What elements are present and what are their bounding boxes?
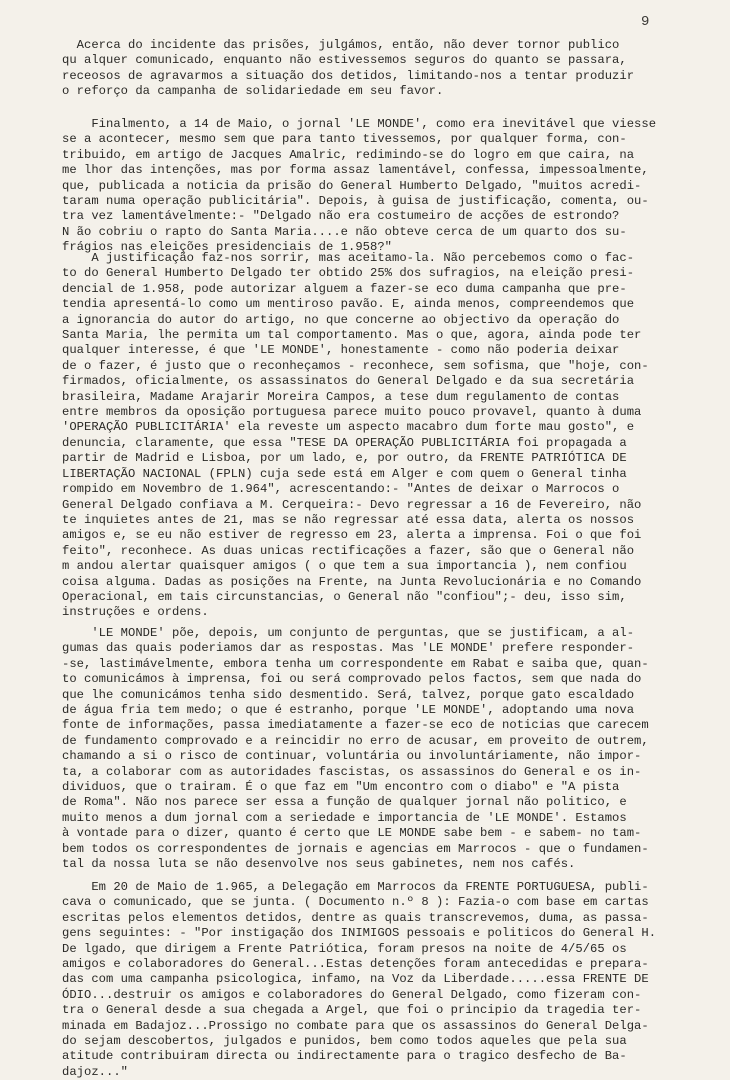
text-line: dividuos, que o trairam. É o que faz em "Um encontro com o diabo" e "A pista [62, 780, 620, 795]
text-line: gens seguintes: - "Por instigação dos INIMIGOS pessoais e politicos do General H. [62, 926, 657, 941]
text-line: escritas pelos elementos detidos, dentre as quais transcrevemos, duma, as passa- [62, 910, 649, 925]
text-line: de fundamento comprovado e a reincidir no erro de acusar, em proveito de outrem, [62, 733, 649, 748]
text-line: frágios nas eleições presidenciais de 1.958?" [62, 240, 393, 255]
text-line: dencial de 1.958, pode autorizar alguem a fazer-se eco duma campanha que pre- [62, 281, 627, 296]
text-line: General Delgado confiava a M. Cerqueira:- Devo regressar a 16 de Fevereiro, não [62, 497, 642, 512]
paragraph [62, 117, 656, 256]
text-line: Operacional, em tais circunstancias, o General não "confiou";- deu, isso sim, [62, 589, 627, 604]
text-line: bem todos os correspondentes de jornais e agencias em Marrocos - que o fundamen- [62, 841, 649, 856]
text-line: muito menos a dum jornal com a seriedade e importancia de 'LE MONDE'. Estamos [62, 810, 627, 825]
text-line: tra vez lamentávelmente:- "Delgado não era costumeiro de acções de estrondo? [62, 209, 620, 224]
paragraph [62, 251, 649, 621]
text-line: 'LE MONDE' põe, depois, um conjunto de perguntas, que se justificam, a al- [62, 626, 635, 640]
text-line: 'OPERAÇÃO PUBLICITÁRIA' ela reveste um aspecto macabro dum forte mau gosto", e [62, 420, 635, 435]
text-line: feito", reconhece. As duas unicas rectificações a fazer, são que o General não [62, 543, 635, 558]
text-line: rompido em Novembro de 1.964", acrescentando:- "Antes de deixar o Marrocos o [62, 482, 620, 497]
text-line: coisa alguma. Dadas as posições na Frente, na Junta Revolucionária e no Comando [62, 574, 642, 589]
text-line: ta, a colaborar com as autoridades fascistas, os assassinos do General e os in- [62, 764, 642, 779]
text-line: Em 20 de Maio de 1.965, a Delegação em Marrocos da FRENTE PORTUGUESA, publi- [62, 880, 649, 894]
text-line: to do General Humberto Delgado ter obtido 25% dos sufragios, na eleição presi- [62, 266, 635, 281]
text-line: chamando a si o risco de continuar, voluntária ou involuntáriamente, não impor- [62, 749, 642, 764]
text-line: firmados, oficialmente, os assassinatos do General Delgado e da sua secretária [62, 374, 635, 389]
text-line: de água fria tem medo; o que é estranho, porque 'LE MONDE', adoptando uma nova [62, 703, 635, 718]
text-line: -se, lastimávelmente, embora tenha um correspondente em Rabat e saiba que, quan- [62, 656, 649, 671]
text-line: N ão cobriu o rapto do Santa Maria....e não obteve cerca de um quarto dos su- [62, 224, 627, 239]
text-line: amigos e colaboradores do General...Estas detenções foram antecedidas e prepara- [62, 957, 649, 972]
text-line: tra o General desde a sua chegada a Argel, que foi o principio da tragedia ter- [62, 1003, 642, 1018]
text-line: a ignorancia do autor do artigo, no que concerne ao objectivo da operação do [62, 312, 620, 327]
text-line: receosos de agravarmos a situação dos detidos, limitando-nos a tentar produzir [62, 68, 635, 83]
text-line: Santa Maria, lhe permita um tal comportamento. Mas o que, agora, ainda pode ter [62, 328, 642, 343]
text-line: qu alquer comunicado, enquanto não estivessemos seguros do quanto se passara, [62, 53, 627, 68]
text-line: se a acontecer, mesmo sem que para tanto tivessemos, por qualquer forma, con- [62, 132, 627, 147]
text-line: taram numa operação publicitária". Depois, à guisa de justificação, comenta, ou- [62, 194, 649, 209]
paragraph [62, 626, 649, 873]
text-line: de o fazer, é justo que o reconheçamos - reconhece, sem sofisma, que "hoje, con- [62, 358, 649, 373]
paragraph [62, 880, 656, 1080]
text-line: atitude contribuiram directa ou indirectamente para o tragico desfecho de Ba- [62, 1049, 627, 1064]
text-line: cava o comunicado, que se junta. ( Documento n.º 8 ): Fazia-o com base em cartas [62, 895, 649, 910]
text-line: tribuido, em artigo de Jacques Amalric, redimindo-se do logro em que caira, na [62, 147, 635, 162]
text-line: ÓDIO...destruir os amigos e colaboradores do General Delgado, como fizeram con- [62, 987, 642, 1002]
text-line: denuncia, claramente, que essa "TESE DA OPERAÇÃO PUBLICITÁRIA foi propagada a [62, 435, 627, 450]
text-line: partir de Madrid e Lisboa, por um lado, e, por outro, da FRENTE PATRIÓTICA DE [62, 451, 627, 466]
text-line: fonte de informações, passa imediatamente a fazer-se eco de noticias que carecem [62, 718, 649, 733]
text-line: das com uma campanha psicologica, infamo, na Voz da Liberdade.....essa FRENTE DE [62, 972, 649, 987]
text-line: Finalmento, a 14 de Maio, o jornal 'LE MONDE', como era inevitável que viesse [62, 117, 657, 131]
text-line: dajoz..." [62, 1064, 129, 1079]
text-line: to comunicámos à imprensa, foi ou será comprovado pelos factos, sem que nada do [62, 672, 642, 687]
text-line: de Roma". Não nos parece ser essa a função de qualquer jornal não politico, e [62, 795, 627, 810]
text-line: do sejam descobertos, julgados e punidos, bem como todos aqueles que pela sua [62, 1034, 627, 1049]
text-line: qualquer interesse, é que 'LE MONDE', honestamente - como não poderia deixar [62, 343, 620, 358]
text-line: A justificação faz-nos sorrir, mas aceitamo-la. Não percebemos como o fac- [62, 251, 635, 265]
text-line: instruções e ordens. [62, 605, 209, 620]
text-line: m andou alertar quaisquer amigos ( o que tem a sua importancia ), nem confiou [62, 559, 627, 574]
text-line: que, publicada a noticia da prisão do General Humberto Delgado, "muitos acredi- [62, 178, 642, 193]
text-line: Acerca do incidente das prisões, julgámos, então, não dever tornor publico [62, 38, 620, 52]
text-line: te inquietes antes de 21, mas se não regressar até essa data, alerta os nossos [62, 512, 635, 527]
text-line: minada em Badajoz...Prossigo no combate para que os assassinos do General Delga- [62, 1018, 649, 1033]
text-line: tal da nossa luta se não desenvolve nos seus gabinetes, nem nos cafés. [62, 857, 576, 872]
text-line: me lhor das intenções, mas por forma assaz lamentável, confessa, impessoalmente, [62, 163, 649, 178]
text-line: o reforço da campanha de solidariedade em seu favor. [62, 84, 444, 99]
paragraph [62, 38, 634, 100]
page-number: 9 [641, 14, 650, 30]
text-line: que lhe comunicámos tenha sido desmentido. Será, talvez, porque gato escaldado [62, 687, 635, 702]
text-line: De lgado, que dirigem a Frente Patriótica, foram presos na noite de 4/5/65 os [62, 941, 627, 956]
text-line: tendia apresentá-lo como um mentiroso pavão. E, ainda menos, compreendemos que [62, 297, 635, 312]
text-line: LIBERTAÇÃO NACIONAL (FPLN) cuja sede está em Alger e com quem o General tinha [62, 466, 627, 481]
text-line: à vontade para o dizer, quanto é certo que LE MONDE sabe bem - e sabem- no tam- [62, 826, 642, 841]
text-line: brasileira, Madame Arajarir Moreira Campos, a tese dum regulamento de contas [62, 389, 620, 404]
text-line: amigos e, se eu não estiver de regresso em 23, alerta a imprensa. Foi o que foi [62, 528, 642, 543]
text-line: entre membros da oposição portuguesa parece muito pouco provavel, quanto à duma [62, 405, 642, 420]
text-line: gumas das quais poderiamos dar as respostas. Mas 'LE MONDE' prefere responder- [62, 641, 635, 656]
